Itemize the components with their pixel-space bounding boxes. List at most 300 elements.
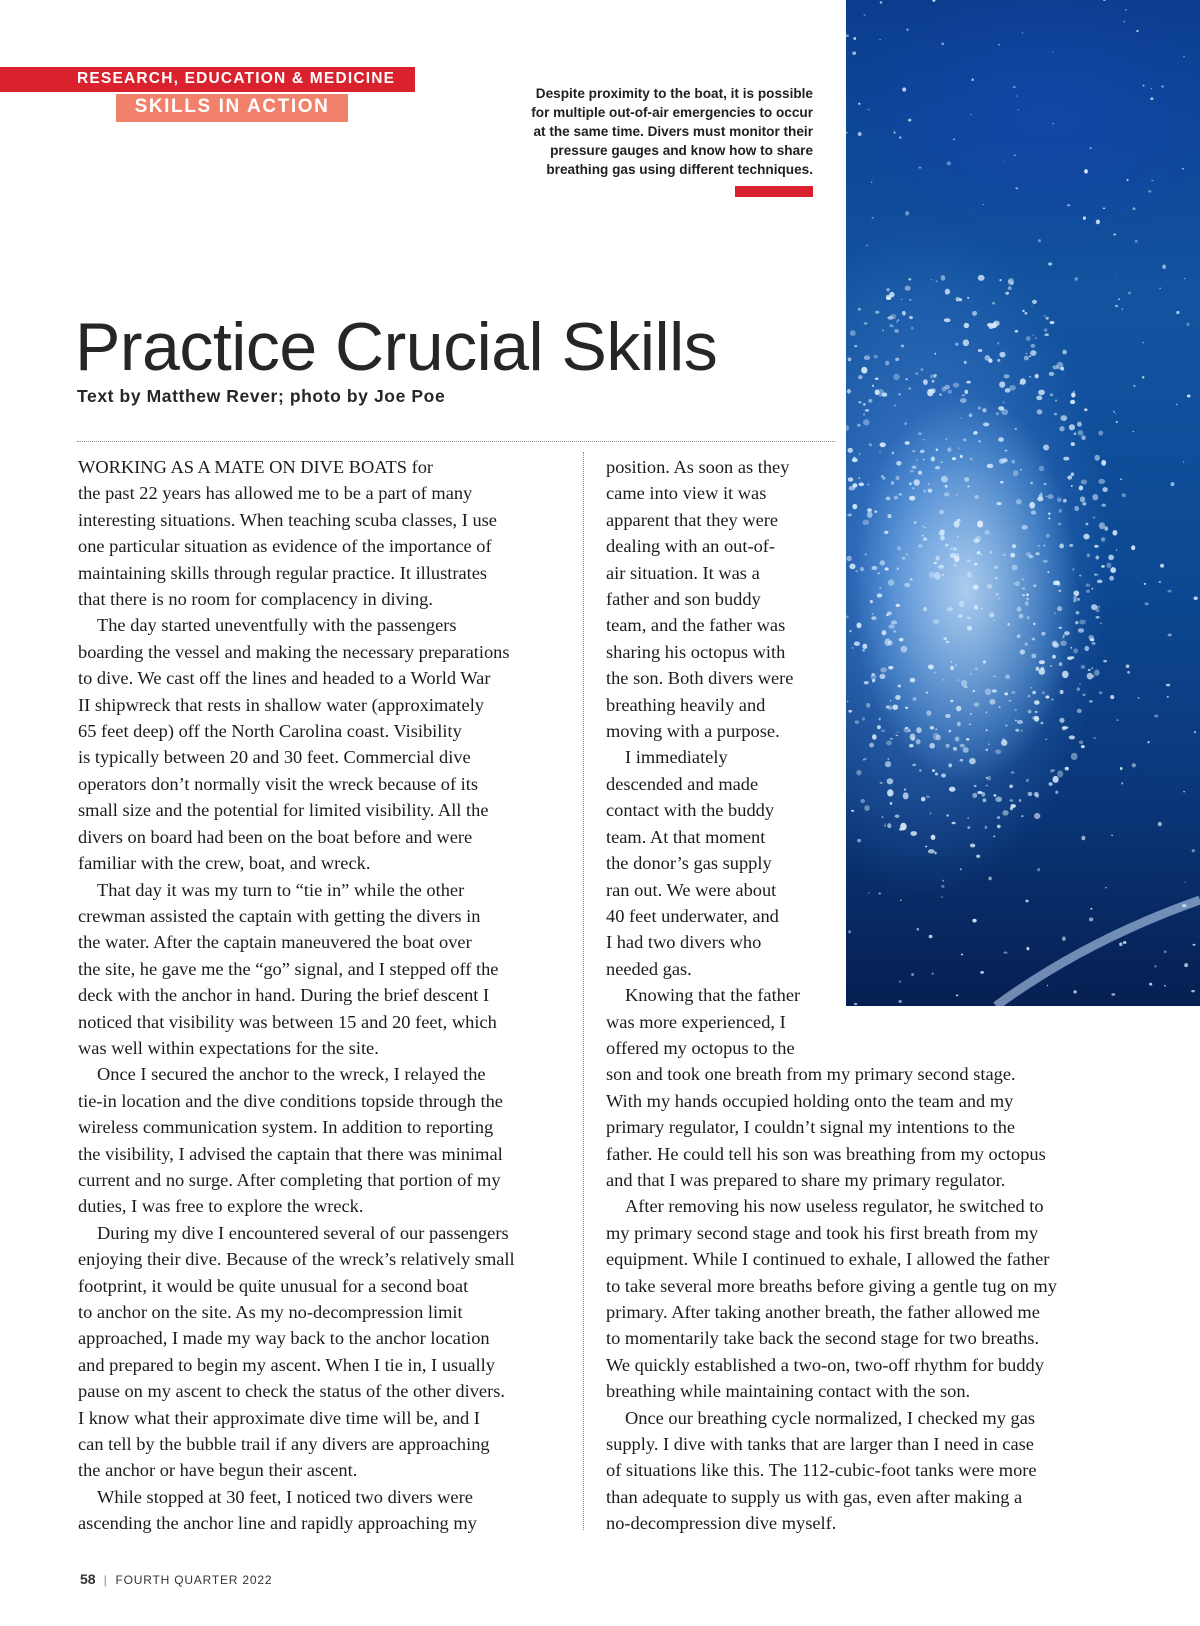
bubble xyxy=(1035,337,1037,339)
bubble xyxy=(858,132,862,136)
bubble xyxy=(1148,190,1152,192)
bubble xyxy=(1044,328,1048,331)
bubble xyxy=(1048,262,1052,265)
bubble xyxy=(960,417,962,418)
text-line: descended and made xyxy=(606,773,759,794)
bubble xyxy=(936,448,938,451)
bubble xyxy=(1159,288,1160,290)
bubble xyxy=(1081,836,1085,840)
bubble xyxy=(1084,408,1088,411)
bubble xyxy=(1059,509,1062,513)
text-line: the anchor or have begun their ascent. xyxy=(78,1460,358,1481)
bubble xyxy=(886,297,891,300)
bubble xyxy=(1123,941,1127,944)
bubble xyxy=(1031,344,1035,348)
bubble xyxy=(1122,308,1124,310)
bubble xyxy=(886,288,890,292)
bubble xyxy=(1154,714,1158,717)
bubble xyxy=(964,323,970,328)
bubble xyxy=(1058,523,1062,526)
article-column-1 xyxy=(78,454,515,1537)
bubble xyxy=(1080,496,1085,502)
bubble xyxy=(1103,660,1107,662)
text-line: the son. Both divers were xyxy=(606,668,794,689)
text-line: I immediately xyxy=(625,747,728,768)
bubble xyxy=(932,0,935,2)
bubble xyxy=(1099,691,1103,694)
bubble xyxy=(1062,937,1066,941)
bubble xyxy=(915,372,918,375)
bubble xyxy=(1081,745,1085,748)
bubble xyxy=(1059,544,1064,549)
text-line: team, and the father was xyxy=(606,615,786,636)
bubble xyxy=(893,326,894,327)
bubble xyxy=(1079,486,1083,491)
bubble xyxy=(863,414,865,416)
bubble xyxy=(1077,709,1082,713)
text-line: maintaining skills through regular practice. It illustrates xyxy=(78,562,488,583)
bubble xyxy=(1186,322,1189,326)
bubble xyxy=(1072,568,1074,570)
bubble xyxy=(1077,687,1080,691)
bubble xyxy=(999,352,1005,358)
bubble xyxy=(1121,782,1123,784)
text-line: to anchor on the site. As my no-decompression limit xyxy=(78,1302,463,1322)
bubble xyxy=(1024,312,1027,315)
caption-line: breathing gas using different techniques. xyxy=(546,162,813,177)
bubble xyxy=(933,374,937,377)
bubble xyxy=(982,204,984,205)
bubble xyxy=(1060,415,1067,421)
bubble xyxy=(899,393,901,395)
bubble xyxy=(931,279,933,280)
bubble xyxy=(1057,606,1062,611)
bubble xyxy=(1191,990,1195,993)
bubble xyxy=(931,388,936,393)
bubble xyxy=(857,424,860,427)
bubble xyxy=(945,438,947,440)
bubble xyxy=(1102,487,1107,492)
bubble xyxy=(996,412,999,415)
article-byline: Text by Matthew Rever; photo by Joe Poe xyxy=(77,386,446,406)
photo-caption xyxy=(470,84,813,179)
bubble xyxy=(941,275,946,280)
bubble xyxy=(960,398,967,403)
bubble xyxy=(1078,430,1084,435)
bubble xyxy=(998,437,1004,442)
bubble xyxy=(1038,390,1045,396)
bubble xyxy=(1086,583,1090,586)
text-line: approached, I made my way back to the anchor location xyxy=(78,1328,490,1349)
text-line: After removing his now useless regulator, he switched to xyxy=(625,1196,1044,1217)
bubble xyxy=(1070,400,1075,404)
bubble xyxy=(1030,350,1036,356)
bubble xyxy=(1115,413,1116,414)
bubble xyxy=(1116,719,1119,721)
bubble xyxy=(902,87,906,91)
bubble xyxy=(1158,581,1161,583)
bubble xyxy=(893,131,895,134)
bubble xyxy=(1053,123,1054,124)
bubble xyxy=(1094,455,1099,461)
bubble xyxy=(1127,671,1130,674)
bubble xyxy=(1145,602,1149,605)
footer-separator: | xyxy=(103,1573,108,1587)
bubble xyxy=(867,109,869,111)
bubble xyxy=(893,374,900,380)
text-line: ascending the anchor line and rapidly approaching my xyxy=(78,1513,477,1534)
bubble xyxy=(978,440,981,442)
bubble xyxy=(1081,435,1085,440)
bubble xyxy=(1077,598,1080,601)
bubble xyxy=(1071,442,1075,446)
bubble xyxy=(997,342,999,344)
text-line: primary regulator, I couldn’t signal my intentions to the xyxy=(606,1117,1016,1138)
text-line: enjoying their dive. Because of the wreck’s relatively small xyxy=(78,1249,515,1270)
bubble xyxy=(1182,168,1184,170)
bubble xyxy=(947,162,951,166)
bubble xyxy=(1167,696,1169,698)
bubble xyxy=(1105,887,1107,889)
bubble xyxy=(882,330,884,332)
bubble xyxy=(972,311,977,316)
bubble xyxy=(1044,333,1048,336)
bubble xyxy=(858,103,860,105)
bubble xyxy=(864,322,868,324)
bubble xyxy=(978,407,981,410)
bubble xyxy=(901,299,902,300)
bubble xyxy=(972,78,974,81)
header-divider xyxy=(77,441,835,442)
bubble xyxy=(1059,426,1064,431)
bubble xyxy=(998,44,1000,46)
bubble xyxy=(879,451,881,453)
bubble xyxy=(1093,737,1096,739)
bubble xyxy=(941,42,944,45)
bubble xyxy=(1098,479,1105,484)
bubble xyxy=(1017,109,1019,110)
bubble xyxy=(1087,554,1090,558)
bubble xyxy=(955,343,959,346)
text-line: the past 22 years has allowed me to be a part of many xyxy=(78,483,473,504)
text-line: contact with the buddy xyxy=(606,800,775,821)
bubble xyxy=(947,447,951,452)
text-line: Knowing that the father xyxy=(625,985,801,1006)
bubble xyxy=(863,14,865,16)
bubble xyxy=(861,367,867,374)
bubble xyxy=(1022,32,1024,34)
bubble xyxy=(1013,86,1016,88)
caption-accent-rule xyxy=(735,186,813,197)
bubble xyxy=(1060,690,1064,694)
bubble xyxy=(1024,356,1029,361)
bubble xyxy=(1183,791,1185,792)
bubble xyxy=(1003,402,1005,404)
bubble xyxy=(1136,30,1139,32)
text-line: the water. After the captain maneuvered the boat over xyxy=(78,932,472,953)
text-line: 65 feet deep) off the North Carolina coast. Visibility xyxy=(78,721,462,742)
bubble xyxy=(1106,562,1111,568)
bubble xyxy=(1074,506,1079,511)
bubble xyxy=(1073,648,1078,653)
bubble xyxy=(1115,277,1116,278)
text-line: tie-in location and the dive conditions topside through the xyxy=(78,1090,503,1111)
bubble xyxy=(1069,424,1075,430)
bubble xyxy=(985,355,991,361)
text-line: duties, I was free to explore the wreck. xyxy=(78,1196,364,1217)
bubble xyxy=(1050,321,1055,324)
text-line: equipment. While I continued to exhale, I allowed the father xyxy=(606,1249,1050,1270)
bubble xyxy=(879,39,880,40)
page-footer xyxy=(80,1571,272,1587)
bubble xyxy=(1094,545,1099,548)
bubble xyxy=(1062,350,1067,355)
bubble xyxy=(989,325,994,329)
bubble xyxy=(1059,718,1064,723)
bubble xyxy=(1026,353,1028,354)
bubble xyxy=(895,358,899,362)
bubble xyxy=(1071,472,1074,476)
bubble xyxy=(1151,180,1153,181)
bubble xyxy=(1110,567,1116,573)
bubble xyxy=(896,320,898,322)
bubble xyxy=(1193,944,1196,946)
bubble xyxy=(1083,216,1086,219)
bubble xyxy=(901,344,904,347)
bubble xyxy=(908,278,911,280)
text-line: wireless communication system. In addition to reporting xyxy=(78,1117,494,1138)
text-line: son and took one breath from my primary second stage. xyxy=(606,1064,1016,1085)
bubble xyxy=(1151,88,1153,89)
text-line: the donor’s gas supply xyxy=(606,853,772,874)
bubble xyxy=(1095,555,1099,559)
bubble xyxy=(1015,187,1018,189)
text-line: II shipwreck that rests in shallow water (approximately xyxy=(78,694,485,715)
bubble xyxy=(1073,599,1076,602)
bubble xyxy=(1005,292,1009,295)
text-line: current and no surge. After completing that portion of my xyxy=(78,1169,501,1190)
text-line: crewman assisted the captain with getting the divers in xyxy=(78,905,481,926)
text-line: 40 feet underwater, and xyxy=(606,905,779,926)
bubble xyxy=(875,378,879,381)
bubble xyxy=(1109,576,1114,581)
bubble xyxy=(1057,770,1063,777)
bubble xyxy=(908,119,911,122)
text-line: During my dive I encountered several of our passengers xyxy=(97,1222,509,1243)
bubble xyxy=(869,443,872,446)
bubble xyxy=(963,339,969,346)
bubble xyxy=(894,405,896,406)
bubble xyxy=(944,318,951,322)
bubble xyxy=(1176,404,1178,406)
bubble xyxy=(1120,478,1122,480)
bubble xyxy=(853,37,856,40)
text-line: can tell by the bubble trail if any divers are approaching xyxy=(78,1434,490,1455)
bubble xyxy=(905,286,911,291)
bubble xyxy=(1086,590,1090,593)
bubble xyxy=(1004,450,1007,452)
text-line: Once our breathing cycle normalized, I checked my gas xyxy=(625,1407,1036,1428)
text-line: dealing with an out-of- xyxy=(606,536,776,557)
bubble xyxy=(1096,219,1100,224)
bubble xyxy=(1079,740,1083,744)
bubble xyxy=(999,381,1005,388)
bubble xyxy=(1135,240,1138,243)
bubble xyxy=(1065,767,1069,771)
bubble xyxy=(1019,383,1021,385)
bubble xyxy=(939,393,942,395)
bubble xyxy=(1101,537,1105,541)
text-line: boarding the vessel and making the necessary preparations xyxy=(78,641,510,662)
bubble xyxy=(911,327,914,330)
caption-line: for multiple out-of-air emergencies to occur xyxy=(531,105,813,120)
bubble xyxy=(1096,616,1100,619)
bubble xyxy=(846,425,849,431)
bubble xyxy=(1059,662,1062,666)
bubble xyxy=(1044,315,1046,316)
bubble xyxy=(930,375,933,379)
bubble xyxy=(1004,374,1010,378)
bubble xyxy=(863,419,870,425)
bubble xyxy=(880,1,883,4)
bubble xyxy=(1067,656,1073,660)
caption-line: Despite proximity to the boat, it is possible xyxy=(535,86,813,101)
text-line: We quickly established a two-on, two-off rhythm for buddy xyxy=(606,1354,1044,1375)
bubble xyxy=(1123,21,1125,23)
bubble xyxy=(1016,95,1018,96)
bubble xyxy=(982,408,986,412)
bubble xyxy=(934,353,936,355)
bubble xyxy=(1120,767,1123,770)
bubble xyxy=(1073,590,1079,596)
text-line: air situation. It was a xyxy=(606,562,760,583)
bubble xyxy=(932,380,935,383)
bubble xyxy=(1084,646,1089,651)
bubble xyxy=(963,438,967,441)
bubble xyxy=(1187,395,1191,398)
bubble xyxy=(1194,597,1198,601)
bubble xyxy=(868,399,872,403)
bubble xyxy=(942,387,947,392)
bubble xyxy=(1128,291,1131,294)
bubble xyxy=(1003,161,1004,162)
text-line: That day it was my turn to “tie in” while the other xyxy=(97,879,465,900)
bubble xyxy=(1082,502,1086,505)
category-label: RESEARCH, EDUCATION & MEDICINE xyxy=(77,70,396,87)
bubble xyxy=(953,139,955,141)
text-line: interesting situations. When teaching scuba classes, I use xyxy=(78,509,497,530)
bubble xyxy=(1133,385,1135,387)
text-line: sharing his octopus with xyxy=(606,641,786,662)
bubble xyxy=(880,442,886,447)
text-line: of situations like this. The 112-cubic-foot tanks were more xyxy=(606,1460,1037,1481)
bubble xyxy=(909,316,913,319)
bubble xyxy=(1071,392,1075,397)
text-line: pause on my ascent to check the status of the other divers. xyxy=(78,1381,505,1402)
bubble xyxy=(854,345,857,347)
text-line: to take several more breaths before giving a gentle tug on my xyxy=(606,1275,1057,1296)
bubble xyxy=(1038,239,1041,242)
text-line: the site, he gave me the “go” signal, and I stepped off the xyxy=(78,958,499,979)
bubble xyxy=(1084,169,1088,174)
bubble xyxy=(899,136,902,138)
bubble xyxy=(1062,671,1069,678)
bubble xyxy=(894,329,899,333)
text-line: WORKING AS A MATE ON DIVE BOATS for xyxy=(78,457,434,477)
bubble xyxy=(905,424,906,425)
bubble xyxy=(1183,461,1184,462)
bubble xyxy=(905,211,909,215)
bubble xyxy=(1176,311,1179,314)
bubble xyxy=(1005,388,1011,393)
bubble xyxy=(1088,669,1091,671)
text-line: came into view it was xyxy=(606,483,767,504)
bubble xyxy=(1063,457,1069,461)
bubble xyxy=(1101,460,1106,466)
bubble xyxy=(1097,580,1103,583)
text-line: breathing heavily and xyxy=(606,694,766,715)
bubble xyxy=(1043,445,1049,451)
bubble xyxy=(858,308,861,311)
bubble xyxy=(970,114,972,115)
bubble xyxy=(872,217,874,219)
bubble xyxy=(912,450,915,453)
bubble xyxy=(962,394,966,396)
bubble xyxy=(1082,694,1085,696)
bubble xyxy=(858,401,861,403)
bubble xyxy=(1116,549,1117,551)
bubble xyxy=(1071,753,1078,760)
bubble xyxy=(1083,534,1089,540)
bubble xyxy=(1052,365,1058,369)
bubble xyxy=(1073,596,1077,600)
bubble xyxy=(1073,990,1076,993)
bubble xyxy=(1067,204,1071,206)
bubble xyxy=(1110,695,1114,699)
bubble xyxy=(1073,391,1075,393)
bubble xyxy=(1194,731,1196,733)
bubble xyxy=(978,275,985,281)
bubble xyxy=(1062,637,1064,639)
bubble xyxy=(1133,431,1134,432)
bubble xyxy=(1184,882,1185,883)
bubble xyxy=(1079,620,1086,625)
bubble xyxy=(1046,317,1049,320)
bubble xyxy=(1099,522,1105,529)
bubble xyxy=(1070,647,1072,649)
bubble xyxy=(1167,590,1171,593)
bubble xyxy=(1049,372,1055,376)
bubble xyxy=(1081,480,1087,485)
bubble xyxy=(847,389,851,394)
bubble xyxy=(1026,336,1031,341)
text-line: deck with the anchor in hand. During the brief descent I xyxy=(78,985,490,1006)
bubble xyxy=(1142,85,1144,87)
caption-line: at the same time. Divers must monitor their xyxy=(533,124,813,139)
bubble xyxy=(1112,530,1117,536)
bubble xyxy=(1092,675,1095,678)
bubble xyxy=(1166,684,1170,687)
bubble xyxy=(906,28,908,31)
bubble xyxy=(1076,611,1080,614)
text-line: small size and the potential for limited visibility. All the xyxy=(78,800,489,821)
bubble xyxy=(1058,590,1061,592)
bubble xyxy=(887,316,893,320)
bubble xyxy=(906,378,908,380)
bubble xyxy=(1116,421,1118,423)
bubble xyxy=(1113,234,1116,236)
text-line: familiar with the crew, boat, and wreck. xyxy=(78,853,371,874)
